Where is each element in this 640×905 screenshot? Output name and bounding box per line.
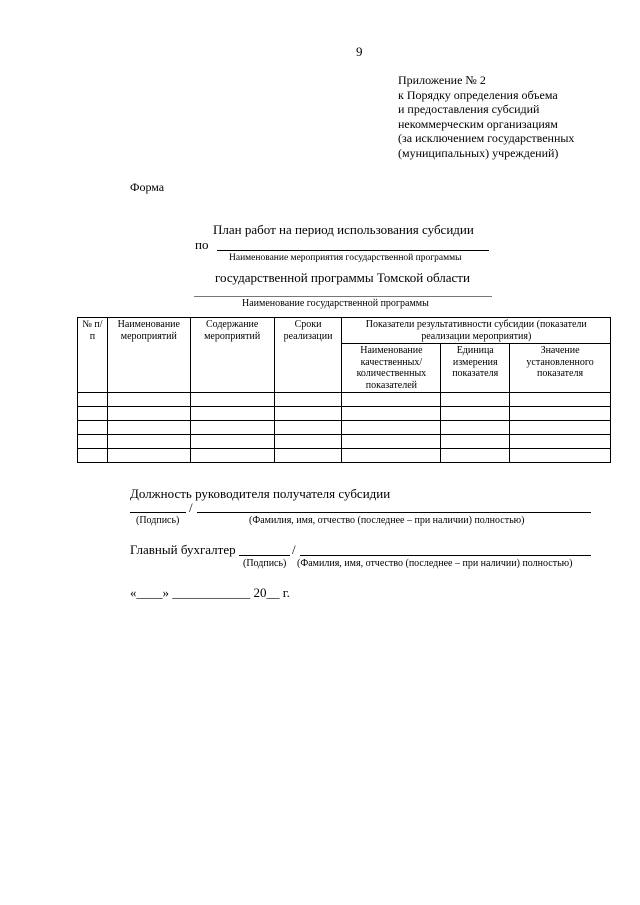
head-fio-field[interactable] <box>197 512 591 513</box>
table-row <box>78 435 611 449</box>
event-name-field[interactable] <box>217 250 489 251</box>
table-cell[interactable] <box>342 449 441 463</box>
table-cell[interactable] <box>107 449 190 463</box>
head-signature-field[interactable] <box>130 512 186 513</box>
table-cell[interactable] <box>190 435 274 449</box>
appendix-line: (муниципальных) учреждений) <box>398 145 559 160</box>
program-name: государственной программы Томской области <box>215 270 470 285</box>
appendix-block <box>398 73 574 160</box>
header-num: № п/п <box>78 318 108 393</box>
header-indicators-group: Показатели результативности субсидии (показатели реализации мероприятия) <box>342 318 611 344</box>
table-cell[interactable] <box>274 435 342 449</box>
appendix-line: и предоставления субсидий <box>398 102 540 116</box>
header-indicator-name: Наименование качественных/ количественных показателей <box>342 344 441 393</box>
page-number: 9 <box>356 44 363 59</box>
signature-caption: (Подпись) <box>243 558 287 569</box>
appendix-line: к Порядку определения объема <box>398 87 558 102</box>
date-field[interactable]: «____» ____________ 20__ г. <box>130 585 290 600</box>
table-cell[interactable] <box>510 393 611 407</box>
table-row <box>78 449 611 463</box>
table-cell[interactable] <box>441 421 510 435</box>
table-cell[interactable] <box>78 435 108 449</box>
table-cell[interactable] <box>107 407 190 421</box>
appendix-line: Приложение № 2 <box>398 73 486 87</box>
table-cell[interactable] <box>107 421 190 435</box>
table-cell[interactable] <box>342 421 441 435</box>
table-cell[interactable] <box>107 435 190 449</box>
appendix-line: некоммерческим организациям <box>398 116 558 131</box>
table-row <box>78 393 611 407</box>
table-row <box>78 407 611 421</box>
table-cell[interactable] <box>510 407 611 421</box>
fio-caption: (Фамилия, имя, отчество (последнее – при наличии) полностью) <box>297 558 573 569</box>
head-position-label: Должность руководителя получателя субсидии <box>130 486 391 501</box>
table-cell[interactable] <box>274 393 342 407</box>
chief-signature-field[interactable] <box>239 555 290 556</box>
header-terms: Сроки реализации <box>274 318 342 393</box>
table-cell[interactable] <box>342 407 441 421</box>
table-cell[interactable] <box>441 449 510 463</box>
table-cell[interactable] <box>190 393 274 407</box>
table-cell[interactable] <box>441 407 510 421</box>
table-cell[interactable] <box>342 393 441 407</box>
fio-caption: (Фамилия, имя, отчество (последнее – при наличии) полностью) <box>249 515 525 526</box>
table-row <box>78 421 611 435</box>
signature-caption: (Подпись) <box>136 515 180 526</box>
chief-accountant-label: Главный бухгалтер <box>130 542 236 557</box>
header-unit: Единица измерения показателя <box>441 344 510 393</box>
plan-title: План работ на период использования субсидии <box>213 222 474 237</box>
program-name-caption: Наименование государственной программы <box>242 298 429 309</box>
separator-slash: / <box>189 500 193 515</box>
table-cell[interactable] <box>274 449 342 463</box>
table-cell[interactable] <box>190 421 274 435</box>
header-value: Значение установленного показателя <box>510 344 611 393</box>
table-cell[interactable] <box>190 407 274 421</box>
chief-fio-field[interactable] <box>300 555 591 556</box>
table-cell[interactable] <box>78 449 108 463</box>
table-cell[interactable] <box>274 407 342 421</box>
table-cell[interactable] <box>78 393 108 407</box>
po-label: по <box>195 237 209 252</box>
table-cell[interactable] <box>190 449 274 463</box>
table-cell[interactable] <box>78 407 108 421</box>
table-cell[interactable] <box>510 435 611 449</box>
program-name-line <box>194 296 492 297</box>
table-cell[interactable] <box>342 435 441 449</box>
plan-table <box>77 317 611 463</box>
table-cell[interactable] <box>510 421 611 435</box>
header-content: Содержание мероприятий <box>190 318 274 393</box>
table-cell[interactable] <box>441 435 510 449</box>
separator-slash: / <box>292 542 296 557</box>
appendix-line: (за исключением государственных <box>398 131 575 145</box>
header-name: Наименование мероприятий <box>107 318 190 393</box>
table-cell[interactable] <box>274 421 342 435</box>
table-cell[interactable] <box>441 393 510 407</box>
table-cell[interactable] <box>107 393 190 407</box>
table-cell[interactable] <box>510 449 611 463</box>
table-cell[interactable] <box>78 421 108 435</box>
event-name-caption: Наименование мероприятия государственной программы <box>229 253 462 263</box>
form-label: Форма <box>130 180 165 194</box>
